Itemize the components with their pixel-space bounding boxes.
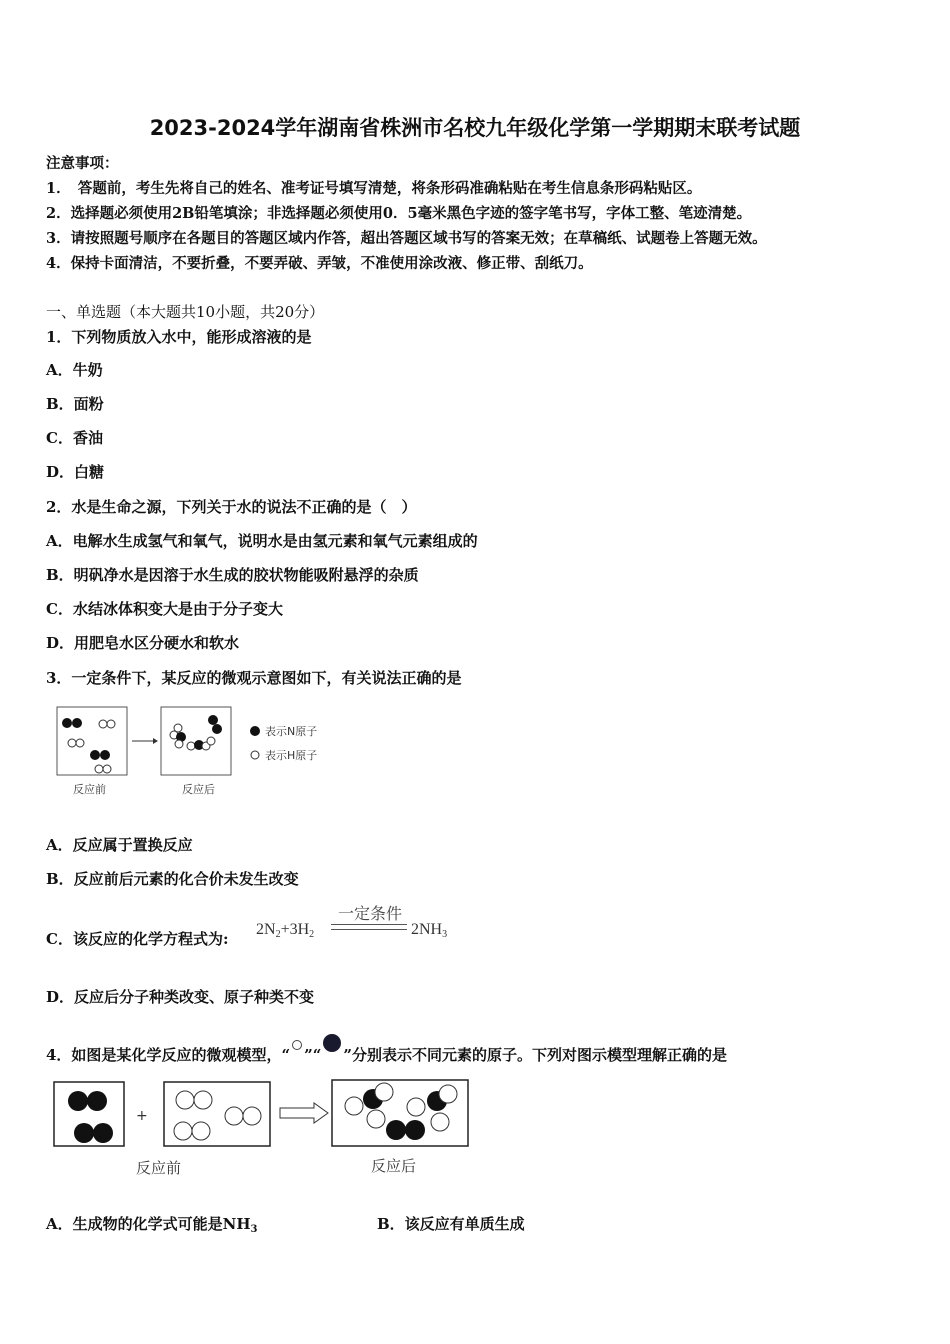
notice-item: 2．选择题必须使用2B铅笔填涂；非选择题必须使用0．5毫米黑色字迹的签字笔书写，字体工整、笔迹清楚。: [46, 205, 752, 222]
dark-atom-icon: [321, 1033, 343, 1055]
q4-option-b: B．该反应有单质生成: [377, 1215, 525, 1233]
white-atom: [439, 1085, 457, 1103]
dark-atom: [405, 1120, 425, 1140]
n-atom: [208, 715, 218, 725]
q3-equation: [256, 919, 314, 940]
q3-option-b: B．反应前后元素的化合价未发生改变: [46, 870, 299, 888]
h-atom: [103, 765, 111, 773]
q2-option-d: D．用肥皂水区分硬水和软水: [46, 634, 240, 652]
q4-arrow: [280, 1103, 328, 1123]
eq-right: $2NH_3$: [411, 921, 448, 940]
eq-condition: 一定条件: [337, 904, 402, 923]
white-atom: [367, 1110, 385, 1128]
q4-after-label: 反应后: [371, 1157, 417, 1175]
notice-item: 4．保持卡面清洁，不要折叠，不要弄破、弄皱，不准使用涂改液、修正带、刮纸刀。: [46, 255, 593, 272]
dark-atom: [386, 1120, 406, 1140]
white-atom: [192, 1122, 210, 1140]
q3-before-label: 反应前: [73, 783, 106, 796]
notice-item: 1． 答题前，考生先将自己的姓名、准考证号填写清楚，将条形码准确粘贴在考生信息条形码粘贴区。: [46, 180, 702, 197]
n-atom: [72, 718, 82, 728]
notice-heading: 注意事项：: [46, 155, 119, 172]
q3-before-box: [57, 707, 127, 775]
white-atom: [375, 1083, 393, 1101]
white-atom: [431, 1113, 449, 1131]
white-atom: [407, 1098, 425, 1116]
n-atom: [90, 750, 100, 760]
legend-n-atom: [250, 726, 260, 736]
h-atom: [76, 739, 84, 747]
q3-arrow-head: [153, 738, 158, 744]
q2-option-b: B．明矾净水是因溶于水生成的胶状物能吸附悬浮的杂质: [46, 566, 419, 584]
q1-option-b: B．面粉: [46, 395, 104, 413]
white-atom-icon: [290, 1038, 304, 1054]
n-atom: [62, 718, 72, 728]
q3-reaction-diagram: [50, 700, 350, 802]
dark-atom: [87, 1091, 107, 1111]
q3-option-d: D．反应后分子种类改变、原子种类不变: [46, 988, 315, 1006]
white-atom: [345, 1097, 363, 1115]
q4-option-a: A．生成物的化学式可能是$NH_3$: [46, 1215, 258, 1235]
q4-reaction-diagram: [48, 1073, 478, 1183]
q3-option-c: [46, 928, 228, 949]
white-atom: [176, 1091, 194, 1109]
section-heading: 一、单选题（本大题共10小题，共20分）: [46, 303, 325, 321]
dark-atom: [74, 1123, 94, 1143]
q3-option-a: A．反应属于置换反应: [46, 836, 193, 854]
eq-double-line: [331, 924, 407, 930]
q2-option-c: C．水结冰体积变大是由于分子变大: [46, 600, 283, 618]
n-atom: [100, 750, 110, 760]
white-atom: [243, 1107, 261, 1125]
eq-left-n: $2N_2+3H_2$: [256, 921, 315, 940]
q1-stem: 1．下列物质放入水中，能形成溶液的是: [46, 328, 312, 346]
legend-h-atom: [251, 751, 259, 759]
h-atom: [68, 739, 76, 747]
n-atom: [212, 724, 222, 734]
white-atom: [225, 1107, 243, 1125]
h-atom: [187, 742, 195, 750]
dark-atom: [68, 1091, 88, 1111]
notice-item: 3．请按照题号顺序在各题目的答题区域内作答，超出答题区域书写的答案无效；在草稿纸、试题卷上答题无效。: [46, 230, 767, 247]
q4-stem: 4．如图是某化学反应的微观模型，“ ”“ ”分别表示不同元素的原子。下列对图示模型理解正确的是: [46, 1033, 727, 1065]
q4-before-label: 反应前: [136, 1159, 182, 1177]
white-atom: [194, 1091, 212, 1109]
h-atom: [107, 720, 115, 728]
q4-plus: +: [136, 1108, 148, 1124]
white-atom: [174, 1122, 192, 1140]
q3-option-c-text: C．该反应的化学方程式为:: [46, 930, 229, 948]
q1-option-a: A．牛奶: [46, 361, 103, 379]
page-title: 2023-2024学年湖南省株洲市名校九年级化学第一学期期末联考试题: [149, 116, 801, 140]
h-atom: [175, 740, 183, 748]
dark-atom: [93, 1123, 113, 1143]
q2-option-a: A．电解水生成氢气和氧气，说明水是由氢元素和氧气元素组成的: [46, 532, 478, 550]
q1-option-c: C．香油: [46, 429, 103, 447]
h-atom: [99, 720, 107, 728]
q3-after-label: 反应后: [182, 783, 215, 796]
q3-stem: 3．一定条件下，某反应的微观示意图如下，有关说法正确的是: [46, 669, 462, 687]
h-atom: [207, 737, 215, 745]
h-atom: [95, 765, 103, 773]
q1-option-d: D．白糖: [46, 463, 105, 481]
legend-n-label: 表示N原子: [265, 725, 318, 738]
q2-stem: 2．水是生命之源，下列关于水的说法不正确的是（ ）: [46, 498, 417, 516]
legend-h-label: 表示H原子: [265, 749, 318, 762]
